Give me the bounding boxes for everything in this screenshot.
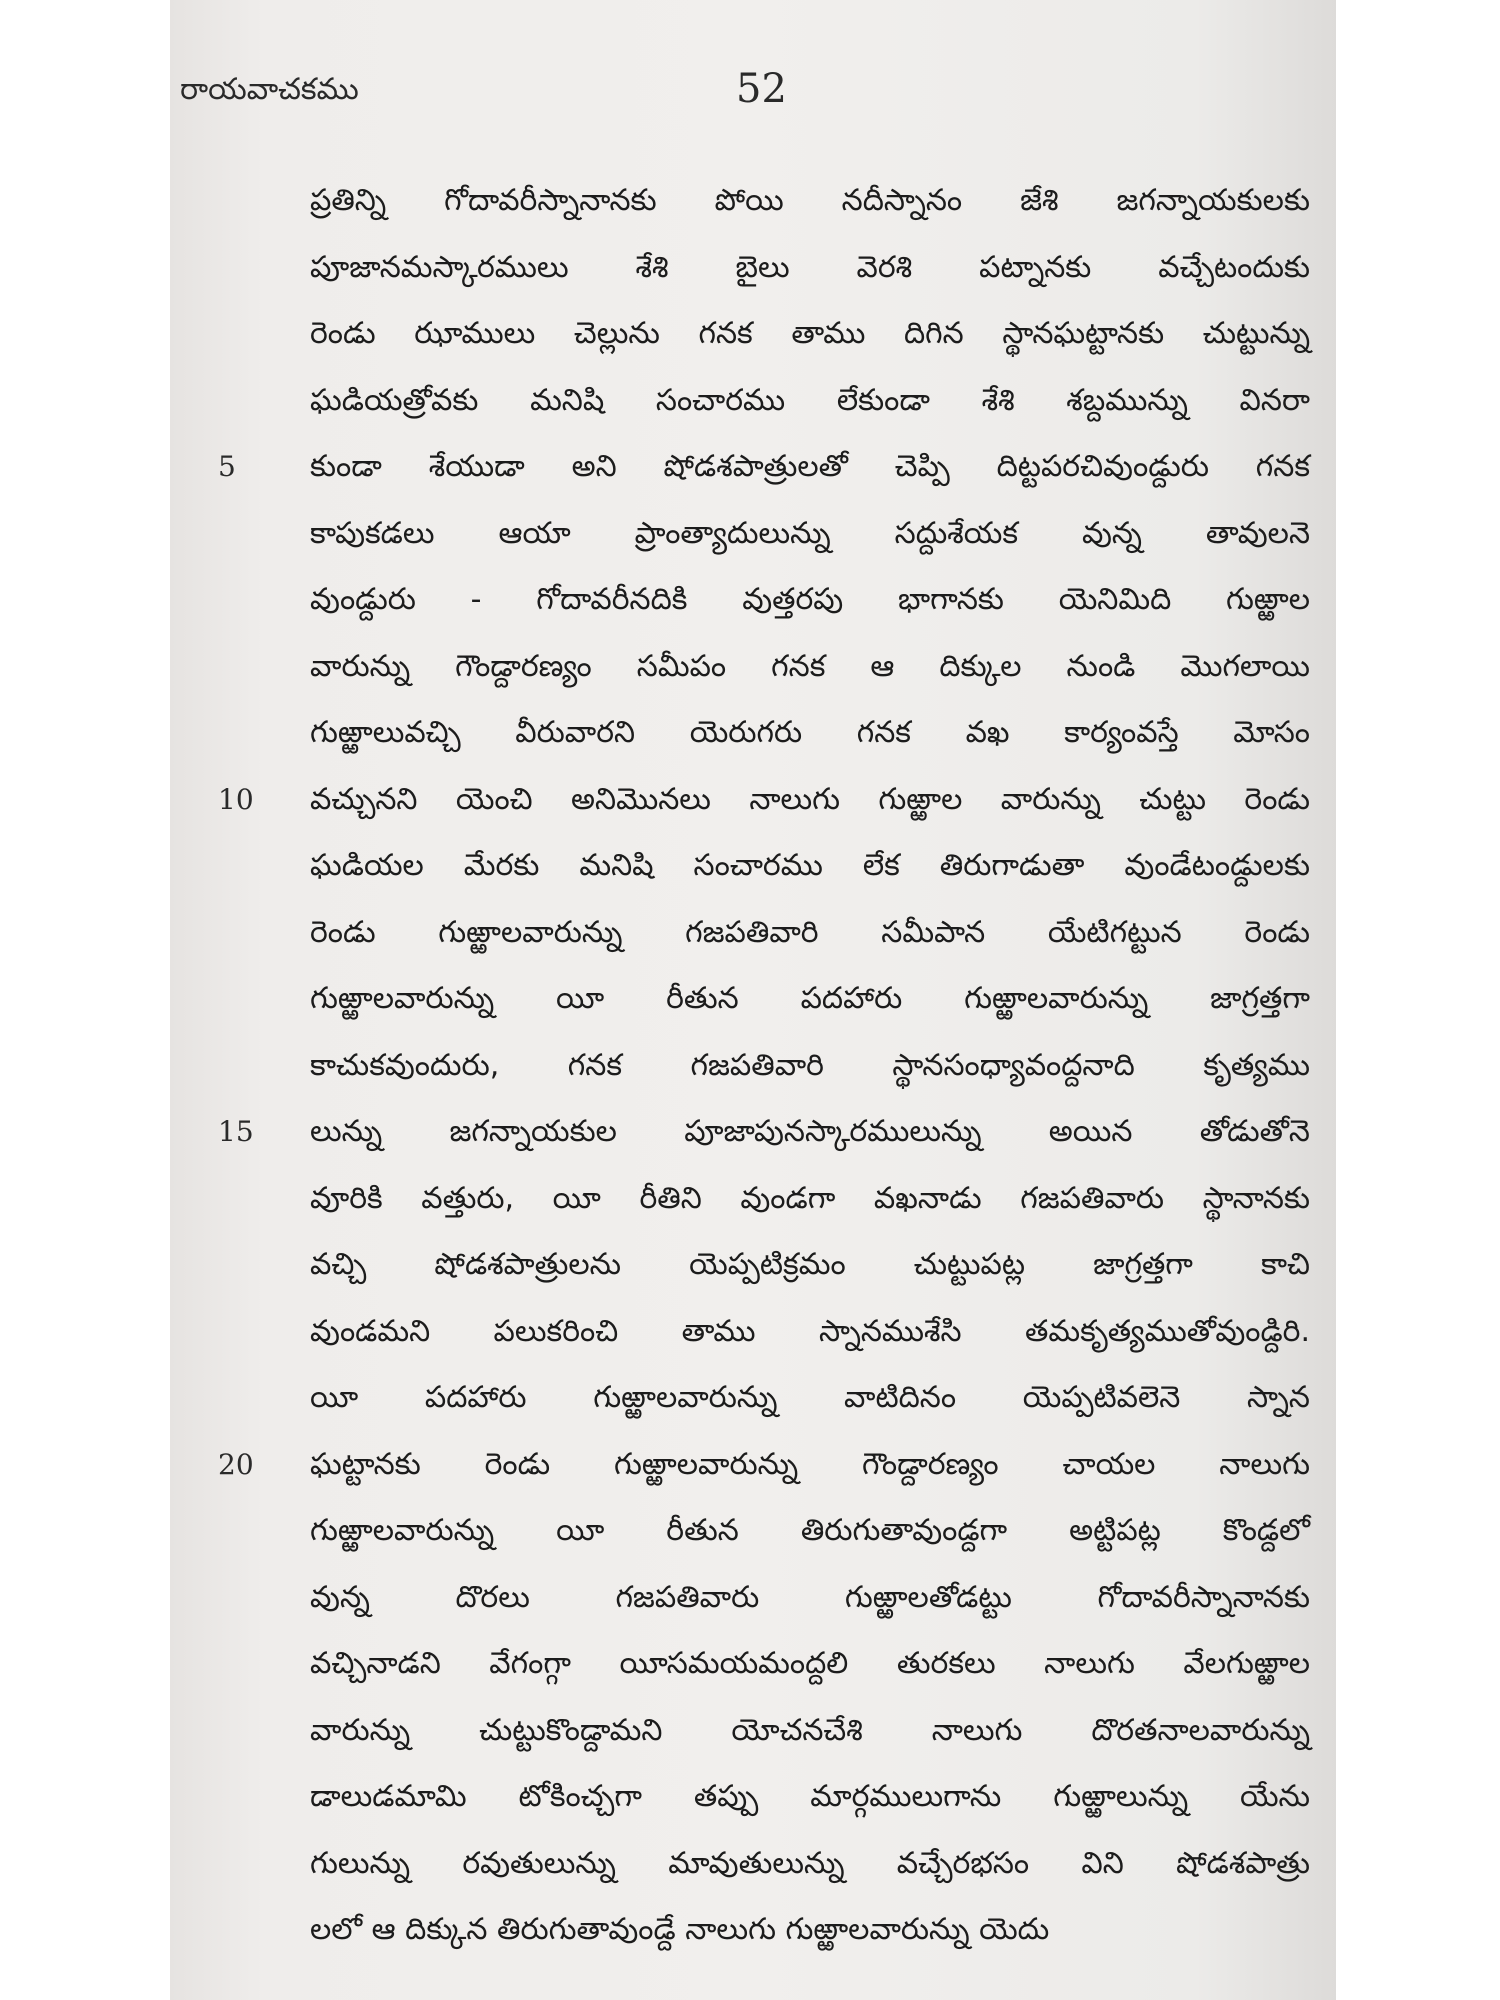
text-line: డాలుడమామి టోకించ్చగా తప్పు మార్గములుగాను గుఱ్ఱాలున్ను యేను <box>310 1779 1310 1814</box>
line-number: 5 <box>218 450 236 483</box>
text-line: గులున్ను రవుతులున్ను మావుతులున్ను వచ్చేరభసం విని షోడశపాత్రు <box>310 1846 1310 1881</box>
text-line: వచ్చి షోడశపాత్రులను యెప్పటిక్రమం చుట్టుపట్ల జాగ్రత్తగా కాచి <box>310 1247 1310 1282</box>
text-line: పూజానమస్కారములు శేశి బైలు వెరశి పట్నానకు వచ్చేటందుకు <box>310 250 1310 285</box>
text-line: ఘడియల మేరకు మనిషి సంచారము లేక తిరుగాడుతా వుండేటండ్దులకు <box>310 848 1310 883</box>
text-line: వుండమని పలుకరించి తాము స్నానముశేసి తమకృత్యముతోవుండ్దిరి. <box>310 1314 1310 1349</box>
text-line: వుండ్దురు - గోదావరీనదికి వుత్తరపు భాగానకు యెనిమిది గుఱ్ఱాల <box>310 582 1310 617</box>
outer-background-left <box>0 0 170 2000</box>
running-header-title: రాయవాచకము <box>180 72 359 107</box>
text-line: గుఱ్ఱాలవారున్ను యీ రీతున తిరుగుతావుండ్దగా అట్టిపట్ల కొండ్దలో <box>310 1513 1310 1548</box>
text-line: కాపుకడలు ఆయా ప్రాంత్యాదులున్ను సద్దుశేయక వున్న తావులనె <box>310 516 1310 551</box>
text-line: గుఱ్ఱాలువచ్చి వీరువారని యెరుగరు గనక వఖ కార్యంవస్తే మోసం <box>310 715 1310 750</box>
text-line: వారున్ను గౌండ్దారణ్యం సమీపం గనక ఆ దిక్కుల నుండి మొగలాయి <box>310 649 1310 684</box>
line-number: 15 <box>218 1115 254 1148</box>
line-number: 10 <box>218 783 254 816</box>
text-line: కుండా శేయుడా అని షోడశపాత్రులతో చెప్పి దిట్టపరచివుండ్దురు గనక <box>310 449 1310 484</box>
text-line: ప్రతిన్ని గోదావరీస్నానానకు పోయి నదీస్నానం జేశి జగన్నాయకులకు <box>310 183 1310 218</box>
book-page <box>170 0 1336 2000</box>
text-line: లలో ఆ దిక్కున తిరుగుతావుండ్దే నాలుగు గుఱ్ఱాలవారున్ను యెదు <box>310 1912 1050 1947</box>
text-line: కాచుకవుందురు, గనక గజపతివారి స్థానసంధ్యావంద్దనాది కృత్యము <box>310 1048 1310 1083</box>
text-line: వున్న దొరలు గజపతివారు గుఱ్ఱాలతోడట్టు గోదావరీస్నానానకు <box>310 1580 1310 1615</box>
text-line: వచ్చినాడని వేగంగ్గా యీసమయమంద్దలి తురకలు నాలుగు వేలగుఱ్ఱాల <box>310 1646 1310 1681</box>
line-number: 20 <box>218 1448 254 1481</box>
text-line: యీ పదహారు గుఱ్ఱాలవారున్ను వాటిదినం యెప్పటివలెనె స్నాన <box>310 1380 1310 1415</box>
text-line: గుఱ్ఱాలవారున్ను యీ రీతున పదహారు గుఱ్ఱాలవారున్ను జాగ్రత్తగా <box>310 981 1310 1016</box>
text-line: ఘట్టానకు రెండు గుఱ్ఱాలవారున్ను గౌండ్దారణ్యం చాయల నాలుగు <box>310 1447 1310 1482</box>
text-line: రెండు ఝాములు చెల్లును గనక తాము దిగిన స్థానఘట్టానకు చుట్టున్ను <box>310 316 1310 351</box>
outer-background-right <box>1336 0 1500 2000</box>
page-number: 52 <box>736 66 787 112</box>
text-line: లున్ను జగన్నాయకుల పూజాపునస్కారములున్ను అయిన తోడుతోనె <box>310 1114 1310 1149</box>
text-line: వారున్ను చుట్టుకొండ్దామని యోచనచేశి నాలుగు దొరతనాలవారున్ను <box>310 1713 1310 1748</box>
text-line: వూరికి వత్తురు, యీ రీతిని వుండగా వఖనాడు గజపతివారు స్థానానకు <box>310 1181 1310 1216</box>
text-line: రెండు గుఱ్ఱాలవారున్ను గజపతివారి సమీపాన యేటిగట్టున రెండు <box>310 915 1310 950</box>
text-line: ఘడియత్రోవకు మనిషి సంచారము లేకుండా శేశి శబ్దమున్ను వినరా <box>310 383 1310 418</box>
text-line: వచ్చునని యెంచి అనిమొనలు నాలుగు గుఱ్ఱాల వారున్ను చుట్టు రెండు <box>310 782 1310 817</box>
